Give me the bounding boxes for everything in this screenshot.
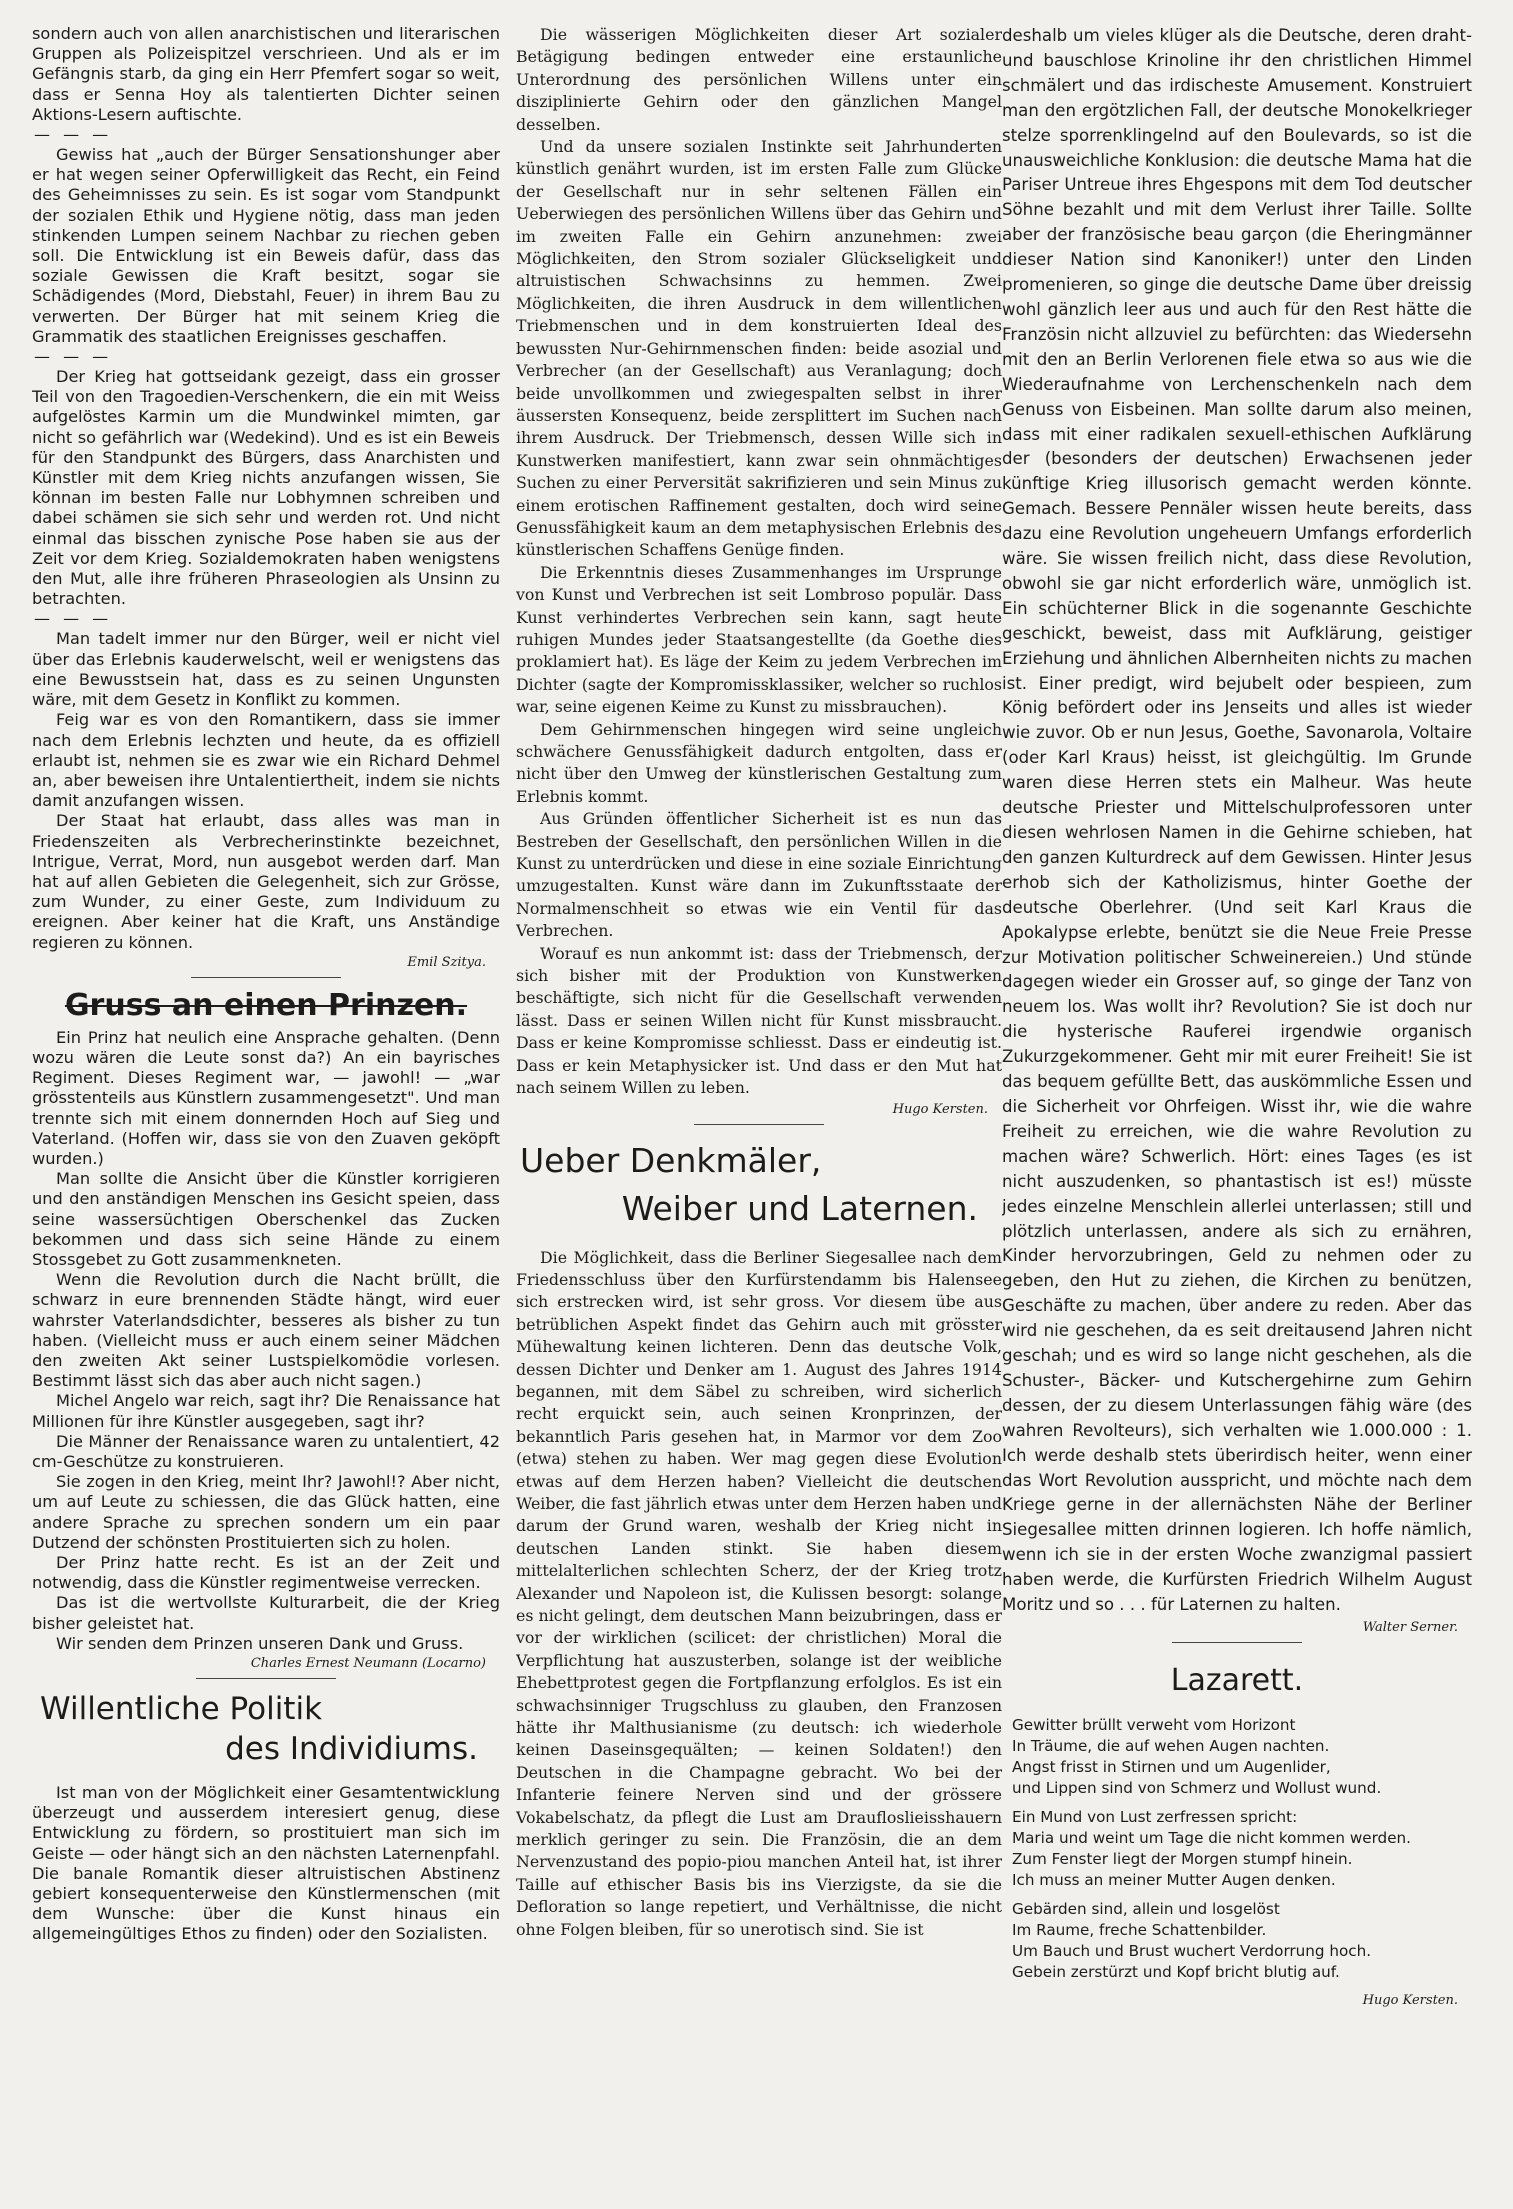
paragraph: Wir senden dem Prinzen unseren Dank und Gruss.	[56, 1633, 464, 1653]
section-divider: — — —	[34, 609, 113, 629]
paragraph: Die wässerigen Möglichkeiten dieser Art sozialer Betägigung bedingen entweder eine erstaunliche Unterordnung des persönlichen Willens unter ein disziplinierte Gehirn oder den gänzlichen Mangel desselben.	[516, 25, 1002, 134]
paragraph: Man sollte die Ansicht über die Künstler korrigieren und den anständigen Menschen ins Gesicht speien, dass seine wassersüchtigen Oberschenkel das Zucken bekommen und dass sich seine Hände zu einem Stossgebet zu Gott zusammenkneten.	[32, 1169, 500, 1269]
column-middle	[516, 24, 1002, 2194]
poem-line: und Lippen sind von Schmerz und Wollust wund.	[1012, 1779, 1382, 1797]
paragraph: Die Erkenntnis dieses Zusammenhanges im Ursprunge von Kunst und Verbrechen ist seit Lombroso populär. Dass Kunst verhindertes Verbrechen sein kann, sagt heute ruhigen Mundes jeder Staatsangestellte (da Goethe dies proklamiert hat). Es läge der Keim zu jedem Verbrechen im Dichter (sagte der Kompromissklassiker, welcher so ruchlos war, seine eigenen Keime zu Kunst zu missbrauchen).	[516, 562, 1002, 717]
paragraph: Der Staat hat erlaubt, dass alles was man in Friedenszeiten als Verbrecherinstinkte bezeichnet, Intrigue, Verrat, Mord, nun ausgebot werden darf. Man hat auf allen Gebieten die Gelegenheit, sich zur Grösse, zum Wunder, zu einer Geste, zum Individuum zu ereignen. Aber keiner hat die Kraft, uns Anständige regieren zu können.	[32, 811, 500, 952]
poem-line: Ich muss an meiner Mutter Augen denken.	[1012, 1871, 1336, 1889]
paragraph: Gewiss hat „auch der Bürger Sensationshunger aber er hat wegen seiner Opferwilligkeit das Recht, ein Feind des Geheimnisses zu sein. Es ist sogar vom Standpunkt der sozialen Ethik und Hygiene nötig, dass man jeden stinkenden Lumpen seinem Nachbar zu riechen geben soll. Die Entwicklung ist ein Beweis dafür, dass das soziale Gewissen die Kraft besitzt, sogar sie Schädigendes (Mord, Diebstahl, Feuer) in ihrem Bau zu verwerten. Der Bürger hat mit seinem Krieg die Grammatik des staatlichen Ereignisses geschaffen.	[32, 145, 500, 346]
poem-line: Zum Fenster liegt der Morgen stumpf hinein.	[1012, 1850, 1353, 1868]
author-signature: Walter Serner.	[1362, 1620, 1458, 1635]
author-signature: Emil Szitya.	[407, 954, 486, 970]
divider-rule	[1172, 1642, 1302, 1643]
paragraph: Aus Gründen öffentlicher Sicherheit ist es nun das Bestreben der Gesellschaft, den persönlichen Willen in die Kunst zu unterdrücken und diese in eine soziale Einrichtung umzugestalten. Kunst wäre dann im Zukunftsstaate der Normalmenschheit so etwas wie ein Ventil für das Verbrechen.	[516, 809, 1002, 941]
author-signature: Hugo Kersten.	[1362, 1993, 1458, 2008]
poem	[1002, 1715, 1472, 1983]
divider-rule	[196, 1678, 336, 1679]
divider-rule	[694, 1124, 824, 1125]
paragraph: Worauf es nun ankommt ist: dass der Triebmensch, der sich bisher mit der Produktion von Kunstwerken beschäftigte, sich nicht für die Gesellschaft verwenden lässt. Dass er seinen Willen nicht für Kunst missbraucht. Dass er keine Kompromisse schliesst. Dass er eindeutig ist. Dass er kein Metaphysicker ist. Und dass er den Mut hat nach seinem Willen zu leben.	[516, 943, 1002, 1098]
poem-line: Um Bauch und Brust wuchert Verdorrung hoch.	[1012, 1942, 1372, 1960]
poem-line: Gebein zerstürzt und Kopf bricht blutig auf.	[1012, 1963, 1340, 1981]
paragraph: Das ist die wertvollste Kulturarbeit, die der Krieg bisher geleistet hat.	[32, 1593, 500, 1633]
poem-line: Gebärden sind, allein und losgelöst	[1012, 1900, 1280, 1918]
paragraph: Die Männer der Renaissance waren zu untalentiert, 42 cm-Geschütze zu konstruieren.	[32, 1431, 500, 1471]
paragraph: Sie zogen in den Krieg, meint Ihr? Jawohl!? Aber nicht, um auf Leute zu schiessen, die das Glück hatten, eine andere Sprache zu sprechen sondern um ein paar Dutzend der schönsten Prostituierten sich zu holen.	[32, 1472, 500, 1552]
author-signature: Charles Ernest Neumann (Locarno)	[250, 1656, 486, 1672]
paragraph: Die Möglichkeit, dass die Berliner Siegesallee nach dem Friedensschluss über den Kurfürstendamm bis Halensee sich erstrecken wird, ist sehr gross. Vor diesem übe aus betrüblichen Aspekt findet das Gehirn auch mit grösster Mühewaltung keinen lichteren. Denn das deutsche Volk, dessen Dichter und Denker am 1. August des Jahres 1914 begannen, mit dem Säbel zu schreiben, wird sicherlich recht erquickt sein, auch seinen Kronprinzen, der bekanntlich Paris gesehen hat, in Marmor vor dem Zoo (etwa) stehen zu haben. Wer mag gegen diese Evolution etwas auf dem Herzen haben? Vielleicht die deutschen Weiber, die fast jährlich etwas unter dem Herzen haben und darum der Grund waren, weshalb der Krieg nicht in deutschen Landen stinkt. Sie haben diesem mittelalterlichen schlechten Scherz, der der Krieg trotz Alexander und Napoleon ist, die Kulissen besorgt: solange es nicht gelingt, dem deutschen Mann beizubringen, dass er vor der wirklichen (scilicet: der christlichen) Moral die Verpflichtung hat auszusterben, solange ist der weibliche Ehebettprotest gegen die Fortpflanzung erfolglos. Es ist ein schwachsinniger Trugschluss zu glauben, den Franzosen hätte ihr Malthusianisme (zu deutsch: ich wiederhole keinen Daseinsgequälten; — keinen Soldaten!) den Deutschen in die Champagne gebracht. Wo bei der Infanterie feinere Nerven sind und der grössere Vokabelschatz, da pflegt die Lust am Draufloslieisshauern merklich geringer zu sein. Die Französin, die an dem Nervenzustand des popio-piou manchen Anteil hat, ist ihrer Taille auf ethischer Basis bis ins Vierzigste, da sie die Defloration so lange repetiert, und Verhältnisse, die nicht ohne Folgen bleiben, für so unerotisch sind. Sie ist	[516, 1247, 1002, 1939]
paragraph: Feig war es von den Romantikern, dass sie immer nach dem Erlebnis lechzten und heute, da es offiziell erlaubt ist, nehmen sie es zwar wie ein Richard Dehmel an, aber beweisen ihre Untalentiertheit, indem sie nichts damit anzufangen wissen.	[32, 710, 500, 811]
paragraph: sondern auch von allen anarchistischen und literarischen Gruppen als Polizeispitzel verschrieen. Und als er im Gefängnis starb, da ging ein Herr Pfemfert sogar so weit, dass er Senna Hoy als talentierten Dichter seinen Aktions-Lesern auftischte.	[32, 24, 500, 124]
poem-line: In Träume, die auf wehen Augen nachten.	[1012, 1737, 1330, 1755]
article-heading-line: des Individiums.	[225, 1731, 478, 1768]
paragraph: Wenn die Revolution durch die Nacht brüllt, die schwarz in eure brennenden Städte hängt, wird euer wahrster Vaterlandsdichter, besseres als bisher zu tun haben. (Vielleicht muss er auch einem seiner Mädchen den zweiten Akt seiner Lustspielkomödie vorlesen. Bestimmt lässt sich das aber auch nicht sagen.)	[32, 1270, 500, 1391]
paragraph: deshalb um vieles klüger als die Deutsche, deren draht- und bauschlose Krinoline ihr den christlichen Himmel schmälert und das irdischeste Amusement. Konstruiert man den ergötzlichen Fall, der deutsche Monokelkrieger stelze sporrenklingelnd auf den Boulevards, so ist die unausweichliche Konklusion: die deutsche Mama hat die Pariser Untreue ihres Ehgespons mit dem Tod deutscher Söhne bezahlt und mit dem Verlust ihrer Taille. Sollte aber der französische beau garçon (die Eheringmänner dieser Nation sind Kanoniker!) unter den Linden promenieren, so ginge die deutsche Dame über dreissig wohl gänzlich leer aus und auch für den Rest hätte die Französin nicht allzuviel zu befürchten: das Wiedersehn mit den an Berlin Verlorenen fiele etwa so aus wie die Wiederaufnahme von Lerchenschenkeln nach dem Genuss von Eisbeinen. Man sollte darum also meinen, dass mit einer radikalen sexuell-ethischen Aufklärung der (besonders der deutschen) Erwachsenen jeder künftige Krieg illusorisch gemacht werden könnte. Gemach. Bessere Pennäler wissen heute bereits, dass dazu eine Revolution ungeheuern Umfangs erforderlich wäre. Sie wissen freilich nicht, dass diese Revolution, obwohl sie gar nicht erforderlich wäre, unmöglich ist. Ein schüchterner Blick in die sogenannte Geschichte geschickt, beweist, dass mit Aufklärung, geistiger Erziehung und ähnlichen Albernheiten nichts zu machen ist. Einer predigt, wird bejubelt oder bespieen, zum König befördert oder ins Jenseits und alles ist wieder wie zuvor. Ob er nun Jesus, Goethe, Savonarola, Voltaire (oder Karl Kraus) heisst, ist gleichgültig. Im Grunde waren diese Herren stets ein Malheur. Was heute deutsche Priester und Mittelschulprofessoren unter diesen wehrlosen Namen in die Gehirne schieben, hat den ganzen Kulturdreck auf dem Gewissen. Hinter Jesus erhob sich der Katholizismus, hinter Goethe der deutsche Oberlehrer. (Und seit Karl Kraus die Apokalypse erlebte, benützt sie die Neue Freie Presse zur Motivation politischer Schweinereien.) Und stünde dagegen wieder ein Grosser auf, so ginge der Tanz von neuem los. Was wollt ihr? Revolution? Sie ist doch nur die hysterische Rauferei irgendwie organisch Zukurzgekommener. Geht mir mit eurer Freiheit! Sie ist das bequem gefüllte Bett, das auskömmliche Essen und die Sicherheit vor Ohrfeigen. Wisst ihr, wie die wahre Freiheit zu erreichen, wie die wahre Revolution zu machen wäre? Schwerlich. Hört: eines Tages (es ist nicht auszudenken, so phantastisch ist es!) müsste jedes einzelne Menschlein allerlei unterlassen; still und plötzlich unterlassen, andere als sich zu ernähren, Kinder hervorzubringen, Geld zu nehmen oder zu geben, den Hut zu ziehen, die Kirchen zu benützen, Geschäfte zu machen, über andere zu reden. Aber das wird nie geschehen, da es seit dreitausend Jahren nicht geschah; und es wird so lange nicht geschehen, als die Schuster-, Bäcker- und Kutschergehirne zum Gehirn dessen, der zu diesem Unterlassungen fähig wäre (des wahren Revolteurs), sich verhalten wie 1.000.000 : 1. Ich werde deshalb stets überirdisch heiter, wenn einer das Wort Revolution ausspricht, und möchte nach dem Kriege gerne in der allernächsten Nähe der Berliner Siegesallee mitten drinnen logieren. Ich hoffe nämlich, wenn ich sie in der ersten Woche zwanzigmal passiert haben werde, die Kurfürsten Friedrich Wilhelm August Moritz und so . . . für Laternen zu halten.	[1002, 26, 1472, 1615]
poem-stanza	[1012, 1807, 1472, 1891]
author-signature: Hugo Kersten.	[892, 1101, 988, 1117]
poem-line: Gewitter brüllt verweht vom Horizont	[1012, 1716, 1296, 1734]
paragraph: Man tadelt immer nur den Bürger, weil er nicht viel über das Erlebnis kauderwelscht, weil er wenigstens das eine Bewusstsein hat, dass es zu seinen Ungunsten wäre, mit dem Gesetz in Konflikt zu kommen.	[32, 629, 500, 710]
poem-line: Maria und weint um Tage die nicht kommen werden.	[1012, 1829, 1411, 1847]
poem-heading: Lazarett.	[1170, 1663, 1304, 1698]
poem-line: Ein Mund von Lust zerfressen spricht:	[1012, 1808, 1298, 1826]
poem-line: Angst frisst in Stirnen und um Augenlider,	[1012, 1758, 1331, 1776]
section-divider: — — —	[34, 347, 113, 367]
column-right	[1002, 24, 1472, 2194]
paragraph: Der Krieg hat gottseidank gezeigt, dass ein grosser Teil von den Tragoedien-Verschenkern, die ein mit Weiss aufgelöstes Karmin um die Mundwinkel mimten, gar nicht so gefährlich war (Wedekind). Und es ist ein Beweis für den Standpunkt des Bürgers, dass Anarchisten und Künstler mit dem Krieg nichts anzufangen wissen, Sie könnan im besten Falle nur Lobhymnen schreiben und dabei schämen sie sich sehr und werden rot. Und nicht einmal das bisschen zynische Pose haben sie aus der Zeit vor dem Krieg. Sozialdemokraten haben wenigstens den Mut, alle ihre früheren Phraseologien als Unsinn zu betrachten.	[32, 367, 500, 609]
poem-line: Im Raume, freche Schattenbilder.	[1012, 1921, 1267, 1939]
section-divider: — — —	[34, 125, 113, 145]
paragraph: Der Prinz hatte recht. Es ist an der Zeit und notwendig, dass die Künstler regimentweise verrecken.	[32, 1553, 500, 1593]
article-heading-line: Weiber und Laternen.	[621, 1188, 978, 1228]
divider-rule	[191, 977, 341, 978]
paragraph: Dem Gehirnmenschen hingegen wird seine ungleich schwächere Genussfähigkeit dadurch entgolten, dass er nicht über den Umweg der künstlerischen Gestaltung zum Erlebnis kommt.	[516, 719, 1002, 806]
paragraph: Und da unsere sozialen Instinkte seit Jahrhunderten künstlich genährt wurden, ist im ersten Falle zum Glücke der Gesellschaft nur in sehr seltenen Fällen ein Ueberwiegen des persönlichen Willens über das Gehirn und im zweiten Falle ein Gehirn anzunehmen: zwei Möglichkeiten, den Strom sozialer Glückseligkeit und altruistischen Schwachsinns zu hemmen. Zwei Möglichkeiten, die ihren Ausdruck in dem willentlichen Triebmenschen und in dem konstruierten Ideal des bewussten Nur-Gehirnmenschen finden: beide asozial und Verbrecher (an der Gesellschaft) aus Veranlagung; doch beide unvollkommen und zwiegespalten selbst in ihrer äussersten Konsequenz, beide zersplittert im Suchen nach ihrem Ausdruck. Der Triebmensch, dessen Wille sich in Kunstwerken manifestiert, kann zwar sein ohnmächtiges Suchen zu einer Perversität sakrifizieren und sein Minus zu einem erotischen Raffinement gestalten, doch wird seine Genussfähigkeit kaum an dem metaphysischen Erlebnis des künstlerischen Schaffens Genüge finden.	[516, 137, 1002, 560]
column-left	[32, 24, 500, 2194]
article-heading-line: Willentliche Politik	[40, 1691, 323, 1728]
article-heading	[32, 1689, 500, 1769]
article-heading-line: Ueber Denkmäler,	[520, 1140, 822, 1180]
paragraph: Ein Prinz hat neulich eine Ansprache gehalten. (Denn wozu wären die Leute sonst da?) An ein bayrisches Regiment. Dieses Regiment war, — jawohl! — „war grösstenteils aus Künstlern zusammengesetzt". Und man trennte sich mit einem donnernden Hoch auf Sieg und Vaterland. (Hoffen wir, dass sie von den Zuaven geköpft wurden.)	[32, 1027, 500, 1168]
poem-stanza	[1012, 1899, 1472, 1983]
article-heading	[516, 1137, 1002, 1233]
poem-stanza	[1012, 1715, 1472, 1799]
paragraph: Ist man von der Möglichkeit einer Gesamtentwicklung überzeugt und ausserdem interesiert genug, diese Entwicklung zu fördern, so prostituiert man sich im Geiste — oder hängt sich an den nächsten Laternenpfahl. Die banale Romantik dieser altruistischen Abstinenz gebiert konsequenterweise den Künstlermenschen (mit dem Wunsche: über die Kunst hinaus ein allgemeingültiges Ethos zu finden) oder den Sozialisten.	[32, 1783, 500, 1944]
paragraph: Michel Angelo war reich, sagt ihr? Die Renaissance hat Millionen für ihre Künstler ausgegeben, sagt ihr?	[32, 1391, 500, 1431]
article-heading: Gruss an einen Prinzen.	[64, 987, 468, 1023]
